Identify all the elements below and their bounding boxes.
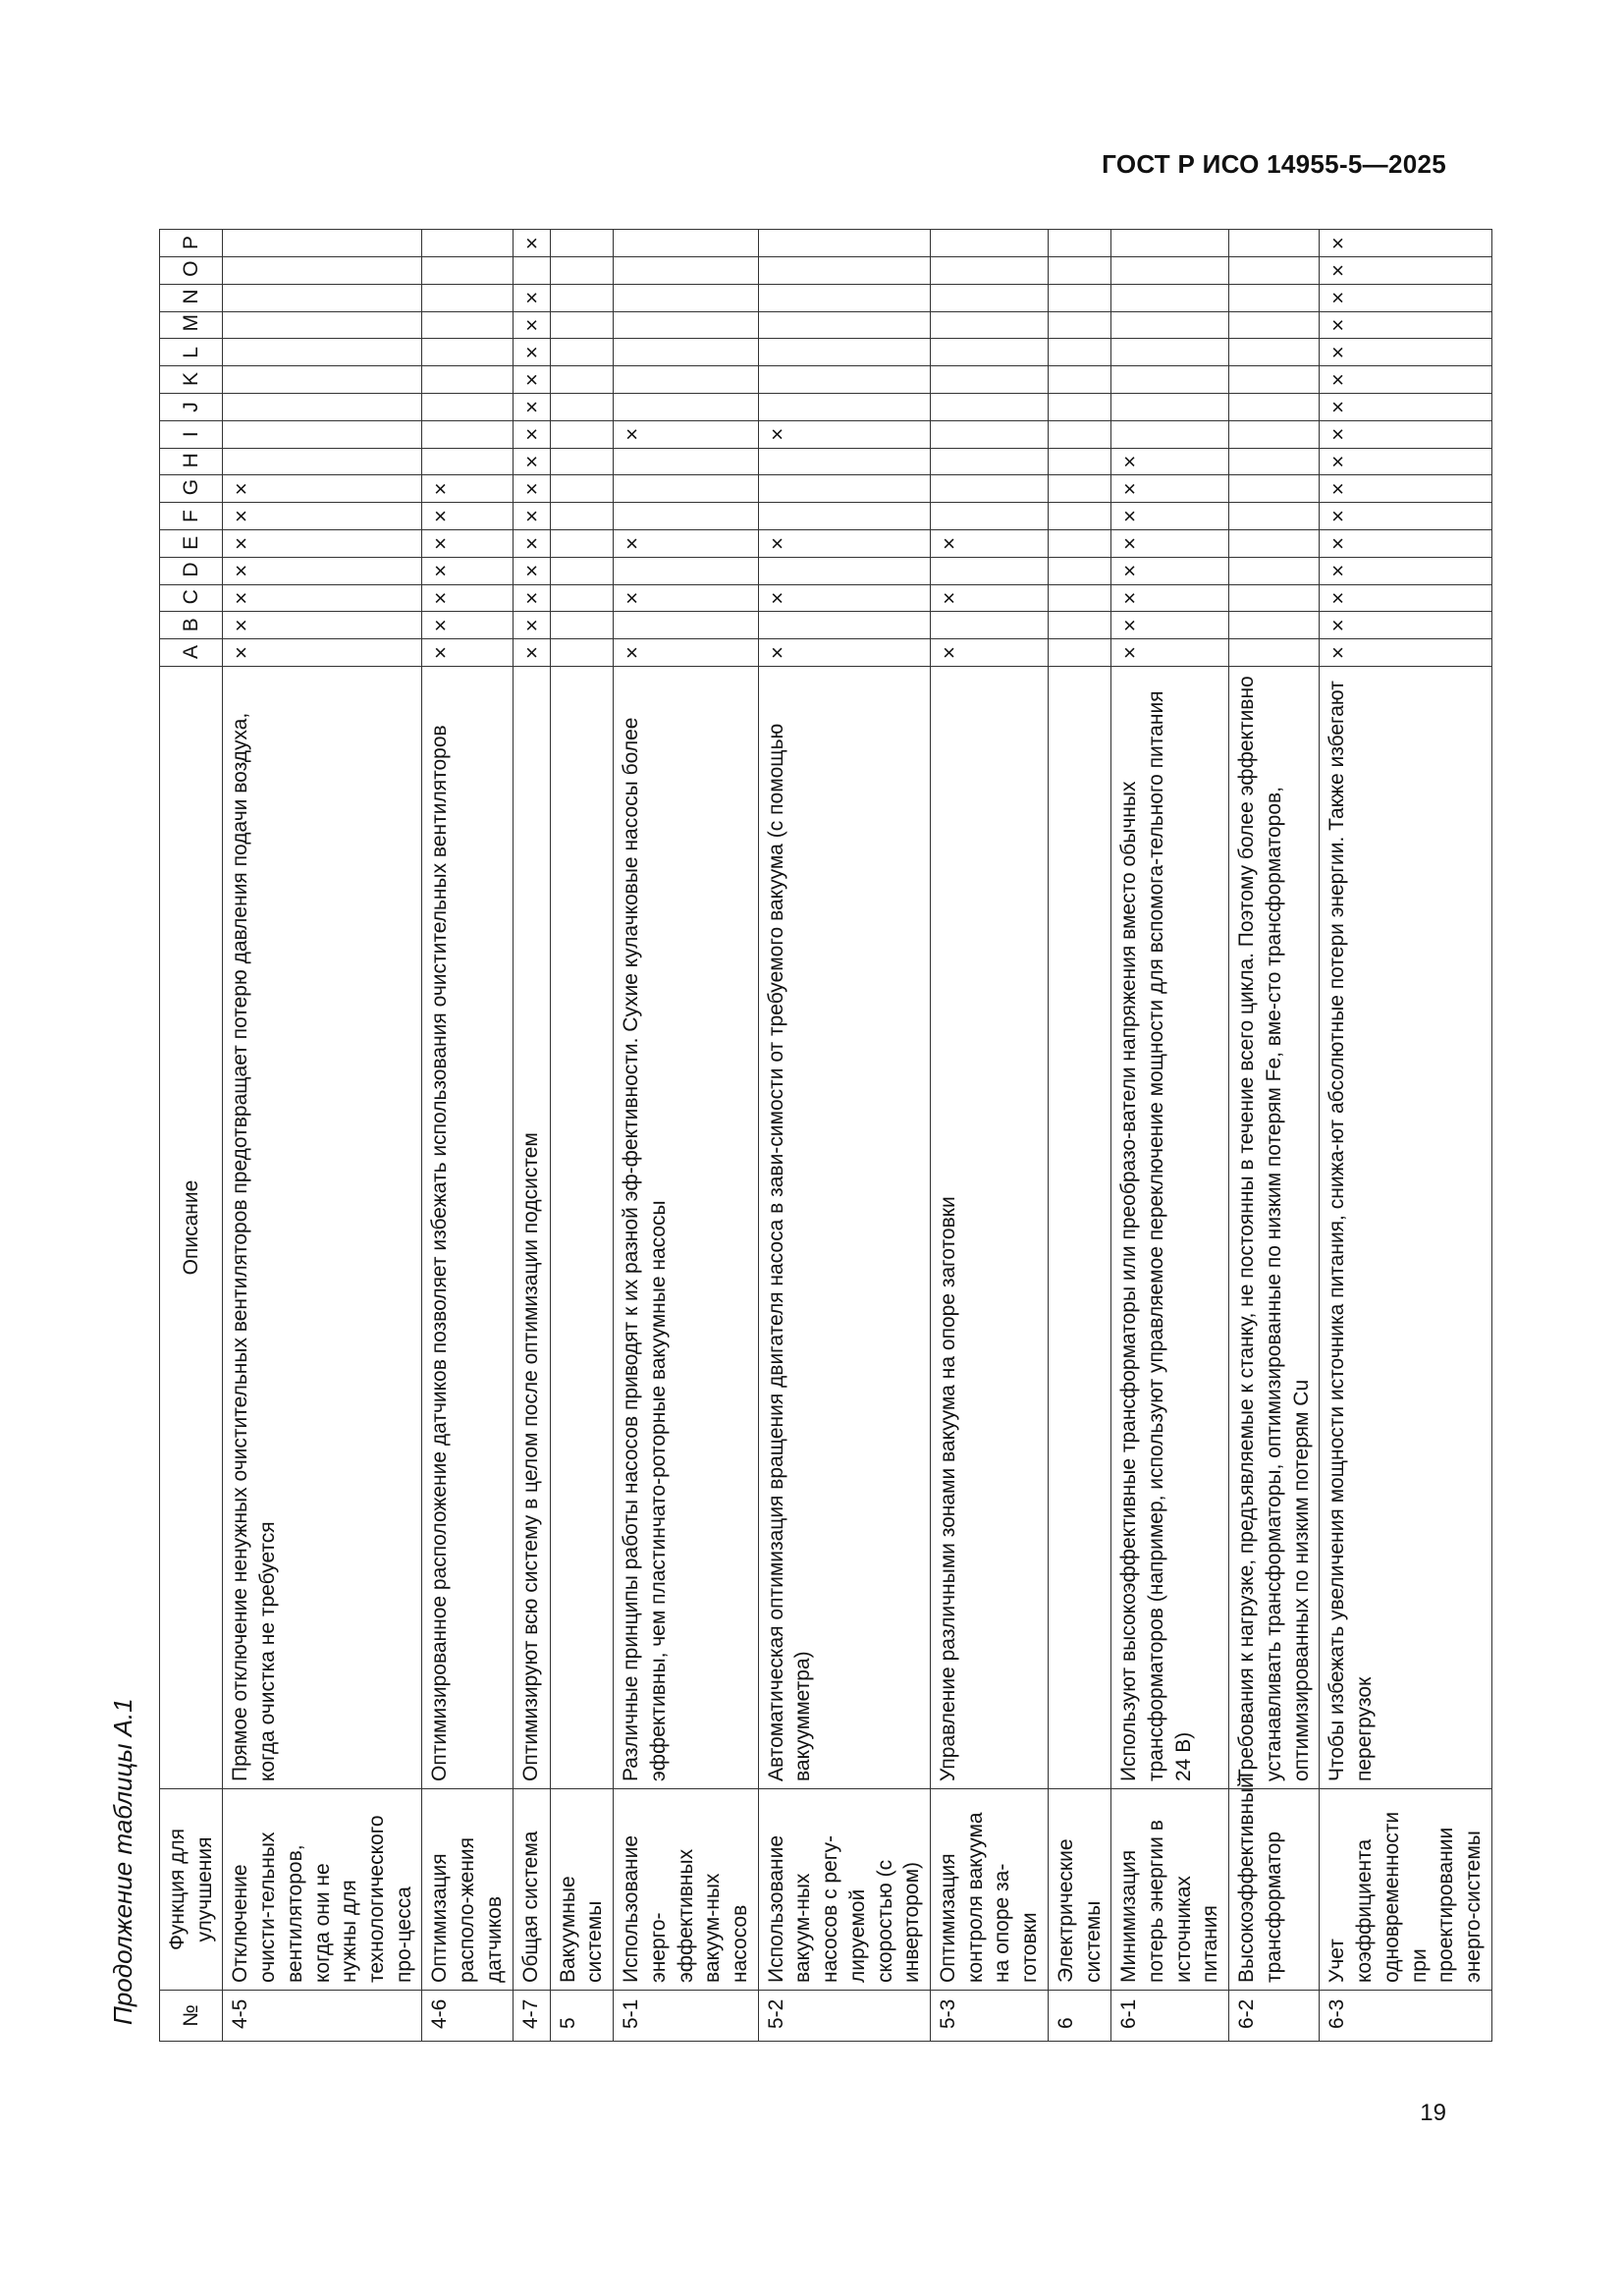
- mark-cell-d: ×: [513, 557, 550, 584]
- mark-cell-p: ×: [1320, 230, 1491, 257]
- mark-cell-n: ×: [513, 284, 550, 311]
- mark-cell-p: [931, 230, 1049, 257]
- mark-cell-f: [758, 503, 930, 530]
- mark-cell-f: ×: [1320, 503, 1491, 530]
- mark-cell-a: ×: [614, 639, 759, 667]
- mark-cell-j: [1111, 394, 1229, 421]
- row-number: 6-2: [1229, 1991, 1320, 2042]
- mark-cell-k: [422, 366, 513, 394]
- mark-cell-k: [223, 366, 422, 394]
- mark-cell-l: [614, 339, 759, 366]
- row-number: 4-7: [513, 1991, 550, 2042]
- mark-cell-a: [550, 639, 613, 667]
- mark-cell-k: [758, 366, 930, 394]
- mark-cell-l: [1229, 339, 1320, 366]
- mark-cell-h: ×: [513, 448, 550, 475]
- mark-cell-m: [422, 311, 513, 339]
- mark-cell-f: ×: [223, 503, 422, 530]
- mark-cell-p: [614, 230, 759, 257]
- mark-cell-o: [550, 257, 613, 285]
- mark-cell-a: ×: [513, 639, 550, 667]
- mark-cell-g: ×: [223, 475, 422, 503]
- row-function: Использование энерго-эффективных вакуум-ных насосов: [614, 1789, 759, 1991]
- mark-cell-o: [513, 257, 550, 285]
- row-number: 6: [1048, 1991, 1110, 2042]
- mark-cell-n: [758, 284, 930, 311]
- mark-cell-o: ×: [1320, 257, 1491, 285]
- mark-cell-b: [758, 612, 930, 639]
- mark-cell-o: [758, 257, 930, 285]
- row-number: 6-3: [1320, 1991, 1491, 2042]
- mark-cell-n: [422, 284, 513, 311]
- mark-cell-l: [758, 339, 930, 366]
- mark-cell-j: [223, 394, 422, 421]
- mark-cell-i: ×: [1320, 420, 1491, 448]
- mark-cell-e: ×: [614, 530, 759, 558]
- mark-cell-b: ×: [513, 612, 550, 639]
- table-row: [223, 230, 422, 2042]
- mark-cell-p: [1048, 230, 1110, 257]
- mark-cell-m: ×: [1320, 311, 1491, 339]
- mark-cell-a: ×: [1320, 639, 1491, 667]
- mark-cell-h: [614, 448, 759, 475]
- col-header-g: G: [160, 475, 223, 503]
- mark-cell-c: ×: [1320, 584, 1491, 612]
- mark-cell-h: [422, 448, 513, 475]
- mark-cell-a: ×: [422, 639, 513, 667]
- mark-cell-h: [1048, 448, 1110, 475]
- mark-cell-c: ×: [223, 584, 422, 612]
- mark-cell-e: ×: [1320, 530, 1491, 558]
- mark-cell-o: [1111, 257, 1229, 285]
- mark-cell-a: [1229, 639, 1320, 667]
- mark-cell-n: [1048, 284, 1110, 311]
- mark-cell-h: ×: [1111, 448, 1229, 475]
- mark-cell-a: ×: [1111, 639, 1229, 667]
- col-header-function: Функция для улучшения: [160, 1789, 223, 1991]
- mark-cell-b: [1048, 612, 1110, 639]
- mark-cell-e: ×: [513, 530, 550, 558]
- mark-cell-p: [422, 230, 513, 257]
- mark-cell-p: [1229, 230, 1320, 257]
- col-header-e: E: [160, 530, 223, 558]
- mark-cell-i: [422, 420, 513, 448]
- mark-cell-l: ×: [513, 339, 550, 366]
- mark-cell-e: ×: [758, 530, 930, 558]
- table-row: [614, 230, 759, 2042]
- row-description: Оптимизируют всю систему в целом после оптимизации подсистем: [513, 667, 550, 1789]
- mark-cell-l: [931, 339, 1049, 366]
- mark-cell-i: [931, 420, 1049, 448]
- mark-cell-g: ×: [1320, 475, 1491, 503]
- mark-cell-m: [931, 311, 1049, 339]
- mark-cell-i: ×: [513, 420, 550, 448]
- mark-cell-a: ×: [223, 639, 422, 667]
- table-row: [1111, 230, 1229, 2042]
- row-number: 5-1: [614, 1991, 759, 2042]
- col-header-o: O: [160, 257, 223, 285]
- mark-cell-n: [931, 284, 1049, 311]
- mark-cell-i: [1111, 420, 1229, 448]
- row-description: [550, 667, 613, 1789]
- table-body: [223, 230, 1491, 2042]
- mark-cell-e: [550, 530, 613, 558]
- col-header-n: N: [160, 284, 223, 311]
- mark-cell-i: [1048, 420, 1110, 448]
- mark-cell-f: ×: [513, 503, 550, 530]
- mark-cell-o: [1048, 257, 1110, 285]
- mark-cell-n: [223, 284, 422, 311]
- mark-cell-d: [1048, 557, 1110, 584]
- mark-cell-n: ×: [1320, 284, 1491, 311]
- row-description: Оптимизированное расположение датчиков позволяет избежать использования очистительных вентиляторов: [422, 667, 513, 1789]
- col-header-i: I: [160, 420, 223, 448]
- mark-cell-g: [614, 475, 759, 503]
- mark-cell-g: [550, 475, 613, 503]
- row-function: Электрические системы: [1048, 1789, 1110, 1991]
- mark-cell-j: [931, 394, 1049, 421]
- mark-cell-e: ×: [1111, 530, 1229, 558]
- row-number: 4-5: [223, 1991, 422, 2042]
- table-header-row: [160, 230, 223, 2042]
- mark-cell-c: ×: [931, 584, 1049, 612]
- mark-cell-l: ×: [1320, 339, 1491, 366]
- mark-cell-l: [1111, 339, 1229, 366]
- col-header-b: B: [160, 612, 223, 639]
- mark-cell-a: ×: [931, 639, 1049, 667]
- mark-cell-h: [931, 448, 1049, 475]
- mark-cell-g: [1229, 475, 1320, 503]
- row-function: Использование вакуум-ных насосов с регу-лируемой скоростью (с инвертором): [758, 1789, 930, 1991]
- mark-cell-d: ×: [1320, 557, 1491, 584]
- mark-cell-g: [758, 475, 930, 503]
- mark-cell-o: [614, 257, 759, 285]
- mark-cell-k: [1048, 366, 1110, 394]
- mark-cell-j: [1048, 394, 1110, 421]
- table-row: [550, 230, 613, 2042]
- table-row: [931, 230, 1049, 2042]
- mark-cell-b: [931, 612, 1049, 639]
- mark-cell-e: ×: [931, 530, 1049, 558]
- col-header-c: C: [160, 584, 223, 612]
- mark-cell-f: ×: [422, 503, 513, 530]
- mark-cell-c: [1229, 584, 1320, 612]
- row-description: Различные принципы работы насосов приводят к их разной эф-фективности. Сухие кулачковые насосы более эффективны, чем пластинчато-роторные вакуумные насосы: [614, 667, 759, 1789]
- row-function: Оптимизация контроля вакуума на опоре за-готовки: [931, 1789, 1049, 1991]
- row-function: Общая система: [513, 1789, 550, 1991]
- mark-cell-f: [550, 503, 613, 530]
- row-function: Учет коэффициента одновременности при проектировании энерго-системы: [1320, 1789, 1491, 1991]
- mark-cell-o: [1229, 257, 1320, 285]
- mark-cell-l: [223, 339, 422, 366]
- mark-cell-i: ×: [614, 420, 759, 448]
- mark-cell-m: [758, 311, 930, 339]
- mark-cell-c: ×: [513, 584, 550, 612]
- col-header-d: D: [160, 557, 223, 584]
- mark-cell-b: ×: [1320, 612, 1491, 639]
- mark-cell-m: [1048, 311, 1110, 339]
- mark-cell-g: ×: [422, 475, 513, 503]
- mark-cell-m: [223, 311, 422, 339]
- mark-cell-f: [614, 503, 759, 530]
- mark-cell-m: [614, 311, 759, 339]
- mark-cell-n: [550, 284, 613, 311]
- mark-cell-m: ×: [513, 311, 550, 339]
- mark-cell-l: [550, 339, 613, 366]
- mark-cell-p: [550, 230, 613, 257]
- mark-cell-k: ×: [1320, 366, 1491, 394]
- mark-cell-k: [1111, 366, 1229, 394]
- mark-cell-l: [1048, 339, 1110, 366]
- mark-cell-g: ×: [513, 475, 550, 503]
- mark-cell-d: ×: [223, 557, 422, 584]
- row-function: Минимизация потерь энергии в источниках питания: [1111, 1789, 1229, 1991]
- mark-cell-e: [1048, 530, 1110, 558]
- mark-cell-d: [931, 557, 1049, 584]
- mark-cell-c: ×: [422, 584, 513, 612]
- mark-cell-p: ×: [513, 230, 550, 257]
- mark-cell-j: ×: [1320, 394, 1491, 421]
- mark-cell-h: [223, 448, 422, 475]
- mark-cell-d: [550, 557, 613, 584]
- row-description: Прямое отключение ненужных очистительных вентиляторов предотвращает потерю давления подачи воздуха, когда очистка не требуется: [223, 667, 422, 1789]
- mark-cell-h: ×: [1320, 448, 1491, 475]
- mark-cell-g: ×: [1111, 475, 1229, 503]
- row-description: Автоматическая оптимизация вращения двигателя насоса в зави-симости от требуемого вакуума (с помощью вакуумметра): [758, 667, 930, 1789]
- mark-cell-m: [1229, 311, 1320, 339]
- row-number: 6-1: [1111, 1991, 1229, 2042]
- mark-cell-i: ×: [758, 420, 930, 448]
- mark-cell-p: [223, 230, 422, 257]
- col-header-l: L: [160, 339, 223, 366]
- mark-cell-c: ×: [758, 584, 930, 612]
- table-row: [758, 230, 930, 2042]
- mark-cell-h: [1229, 448, 1320, 475]
- mark-cell-j: [614, 394, 759, 421]
- col-header-j: J: [160, 394, 223, 421]
- mark-cell-d: [614, 557, 759, 584]
- rotated-table-container: [159, 230, 1485, 2042]
- mark-cell-n: [614, 284, 759, 311]
- mark-cell-f: ×: [1111, 503, 1229, 530]
- mark-cell-i: [550, 420, 613, 448]
- row-description: Требования к нагрузке, предъявляемые к станку, не постоянны в течение всего цикла. Поэтому более эффективно устанавливать трансформаторы, оптимизированные по низким потерям Fe, вме-сто трансформаторов, оптимизированных по низким потерям Cu: [1229, 667, 1320, 1789]
- mark-cell-k: [614, 366, 759, 394]
- mark-cell-i: [223, 420, 422, 448]
- mark-cell-k: [1229, 366, 1320, 394]
- document-code: ГОСТ Р ИСО 14955-5—2025: [1102, 149, 1446, 179]
- mark-cell-j: ×: [513, 394, 550, 421]
- mark-cell-n: [1229, 284, 1320, 311]
- mark-cell-d: [758, 557, 930, 584]
- table-row: [1320, 230, 1491, 2042]
- mark-cell-d: [1229, 557, 1320, 584]
- mark-cell-k: [550, 366, 613, 394]
- mark-cell-e: ×: [422, 530, 513, 558]
- mark-cell-b: ×: [422, 612, 513, 639]
- mark-cell-f: [931, 503, 1049, 530]
- mark-cell-b: ×: [1111, 612, 1229, 639]
- col-header-k: K: [160, 366, 223, 394]
- col-header-m: M: [160, 311, 223, 339]
- col-header-description: Описание: [160, 667, 223, 1789]
- mark-cell-e: [1229, 530, 1320, 558]
- mark-cell-m: [1111, 311, 1229, 339]
- row-description: Чтобы избежать увеличения мощности источника питания, снижа-ют абсолютные потери энергии. Также избегают перегрузок: [1320, 667, 1491, 1789]
- mark-cell-c: ×: [614, 584, 759, 612]
- table-row: [422, 230, 513, 2042]
- mark-cell-j: [758, 394, 930, 421]
- col-header-num: №: [160, 1991, 223, 2042]
- row-description: [1048, 667, 1110, 1789]
- mark-cell-g: [1048, 475, 1110, 503]
- mark-cell-e: ×: [223, 530, 422, 558]
- col-header-h: H: [160, 448, 223, 475]
- mark-cell-h: [550, 448, 613, 475]
- col-header-p: P: [160, 230, 223, 257]
- mark-cell-d: ×: [422, 557, 513, 584]
- row-function: Отключение очисти-тельных вентиляторов, когда они не нужны для технологического про-цесса: [223, 1789, 422, 1991]
- mark-cell-f: [1229, 503, 1320, 530]
- row-number: 5-2: [758, 1991, 930, 2042]
- mark-cell-c: [1048, 584, 1110, 612]
- mark-cell-g: [931, 475, 1049, 503]
- mark-cell-b: [614, 612, 759, 639]
- row-function: Высокоэффективный трансформатор: [1229, 1789, 1320, 1991]
- row-number: 4-6: [422, 1991, 513, 2042]
- row-number: 5-3: [931, 1991, 1049, 2042]
- table-row: [1048, 230, 1110, 2042]
- mark-cell-j: [422, 394, 513, 421]
- mark-cell-p: [1111, 230, 1229, 257]
- table-row: [513, 230, 550, 2042]
- table-row: [1229, 230, 1320, 2042]
- mark-cell-o: [931, 257, 1049, 285]
- row-description: Управление различными зонами вакуума на опоре заготовки: [931, 667, 1049, 1789]
- mark-cell-o: [422, 257, 513, 285]
- mark-cell-a: ×: [758, 639, 930, 667]
- mark-cell-c: ×: [1111, 584, 1229, 612]
- improvement-table: [159, 229, 1492, 2042]
- mark-cell-n: [1111, 284, 1229, 311]
- mark-cell-h: [758, 448, 930, 475]
- mark-cell-b: [550, 612, 613, 639]
- mark-cell-b: [1229, 612, 1320, 639]
- table-caption: Продолжение таблицы А.1: [108, 1698, 137, 2025]
- mark-cell-k: ×: [513, 366, 550, 394]
- mark-cell-j: [1229, 394, 1320, 421]
- col-header-f: F: [160, 503, 223, 530]
- col-header-a: A: [160, 639, 223, 667]
- row-function: Оптимизация располо-жения датчиков: [422, 1789, 513, 1991]
- row-description: Используют высокоэффективные трансформаторы или преобразо-ватели напряжения вместо обычных трансформаторов (например, используют управляемое переключение мощности для вспомога-тельного питания 24 В): [1111, 667, 1229, 1789]
- mark-cell-p: [758, 230, 930, 257]
- mark-cell-i: [1229, 420, 1320, 448]
- mark-cell-d: ×: [1111, 557, 1229, 584]
- page-number: 19: [1420, 2100, 1446, 2126]
- mark-cell-b: ×: [223, 612, 422, 639]
- mark-cell-l: [422, 339, 513, 366]
- mark-cell-o: [223, 257, 422, 285]
- mark-cell-k: [931, 366, 1049, 394]
- mark-cell-f: [1048, 503, 1110, 530]
- mark-cell-c: [550, 584, 613, 612]
- mark-cell-m: [550, 311, 613, 339]
- mark-cell-j: [550, 394, 613, 421]
- row-number: 5: [550, 1991, 613, 2042]
- mark-cell-a: [1048, 639, 1110, 667]
- row-function: Вакуумные системы: [550, 1789, 613, 1991]
